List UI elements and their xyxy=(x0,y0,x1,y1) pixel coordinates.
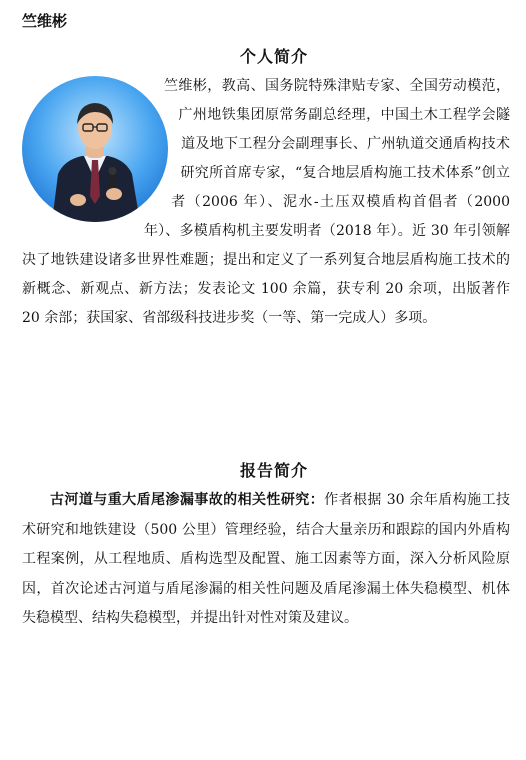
speaker-photo xyxy=(22,76,168,222)
report-title: 古河道与重大盾尾渗漏事故的相关性研究： xyxy=(50,492,325,508)
bio-text: 竺维彬，教高、国务院特殊津贴专家、全国劳动模范，广州地铁集团原常务副总经理，中国土木工程学会隧道及地下工程分会副理事长、广州轨道交通盾构技术研究所首席专家，“复合地层盾构施工技术体系”创立者（2006 年）、泥水-土压双模盾构首倡者（2000 年）、多模盾构机主要发明者（2018 年）。近 30 年引领解决了地铁建设诸多世界性难题；提出和定义了一系列复合地层盾构施工技术的新概念、新观点、新方法；发表论文 100 余篇，获专利 20 余项，出版著作 20 余部；获国家、省部级科技进步奖（一等、第一完成人）多项。 xyxy=(22,78,510,326)
speaker-name: 竺维彬 xyxy=(22,12,68,30)
report-heading: 报告简介 xyxy=(239,461,308,480)
bio-section xyxy=(22,72,510,333)
report-text: 作者根据 30 余年盾构施工技术研究和地铁建设（500 公里）管理经验，结合大量亲历和跟踪的国内外盾构工程案例，从工程地质、盾构选型及配置、施工因素等方面，深入分析风险原因，首次论述古河道与盾尾渗漏的相关性问题及盾尾渗漏土体失稳模型、机体失稳模型、结构失稳模型，并提出针对性对策及建议。 xyxy=(22,492,510,626)
bio-heading: 个人简介 xyxy=(239,47,308,66)
report-section xyxy=(22,486,510,634)
